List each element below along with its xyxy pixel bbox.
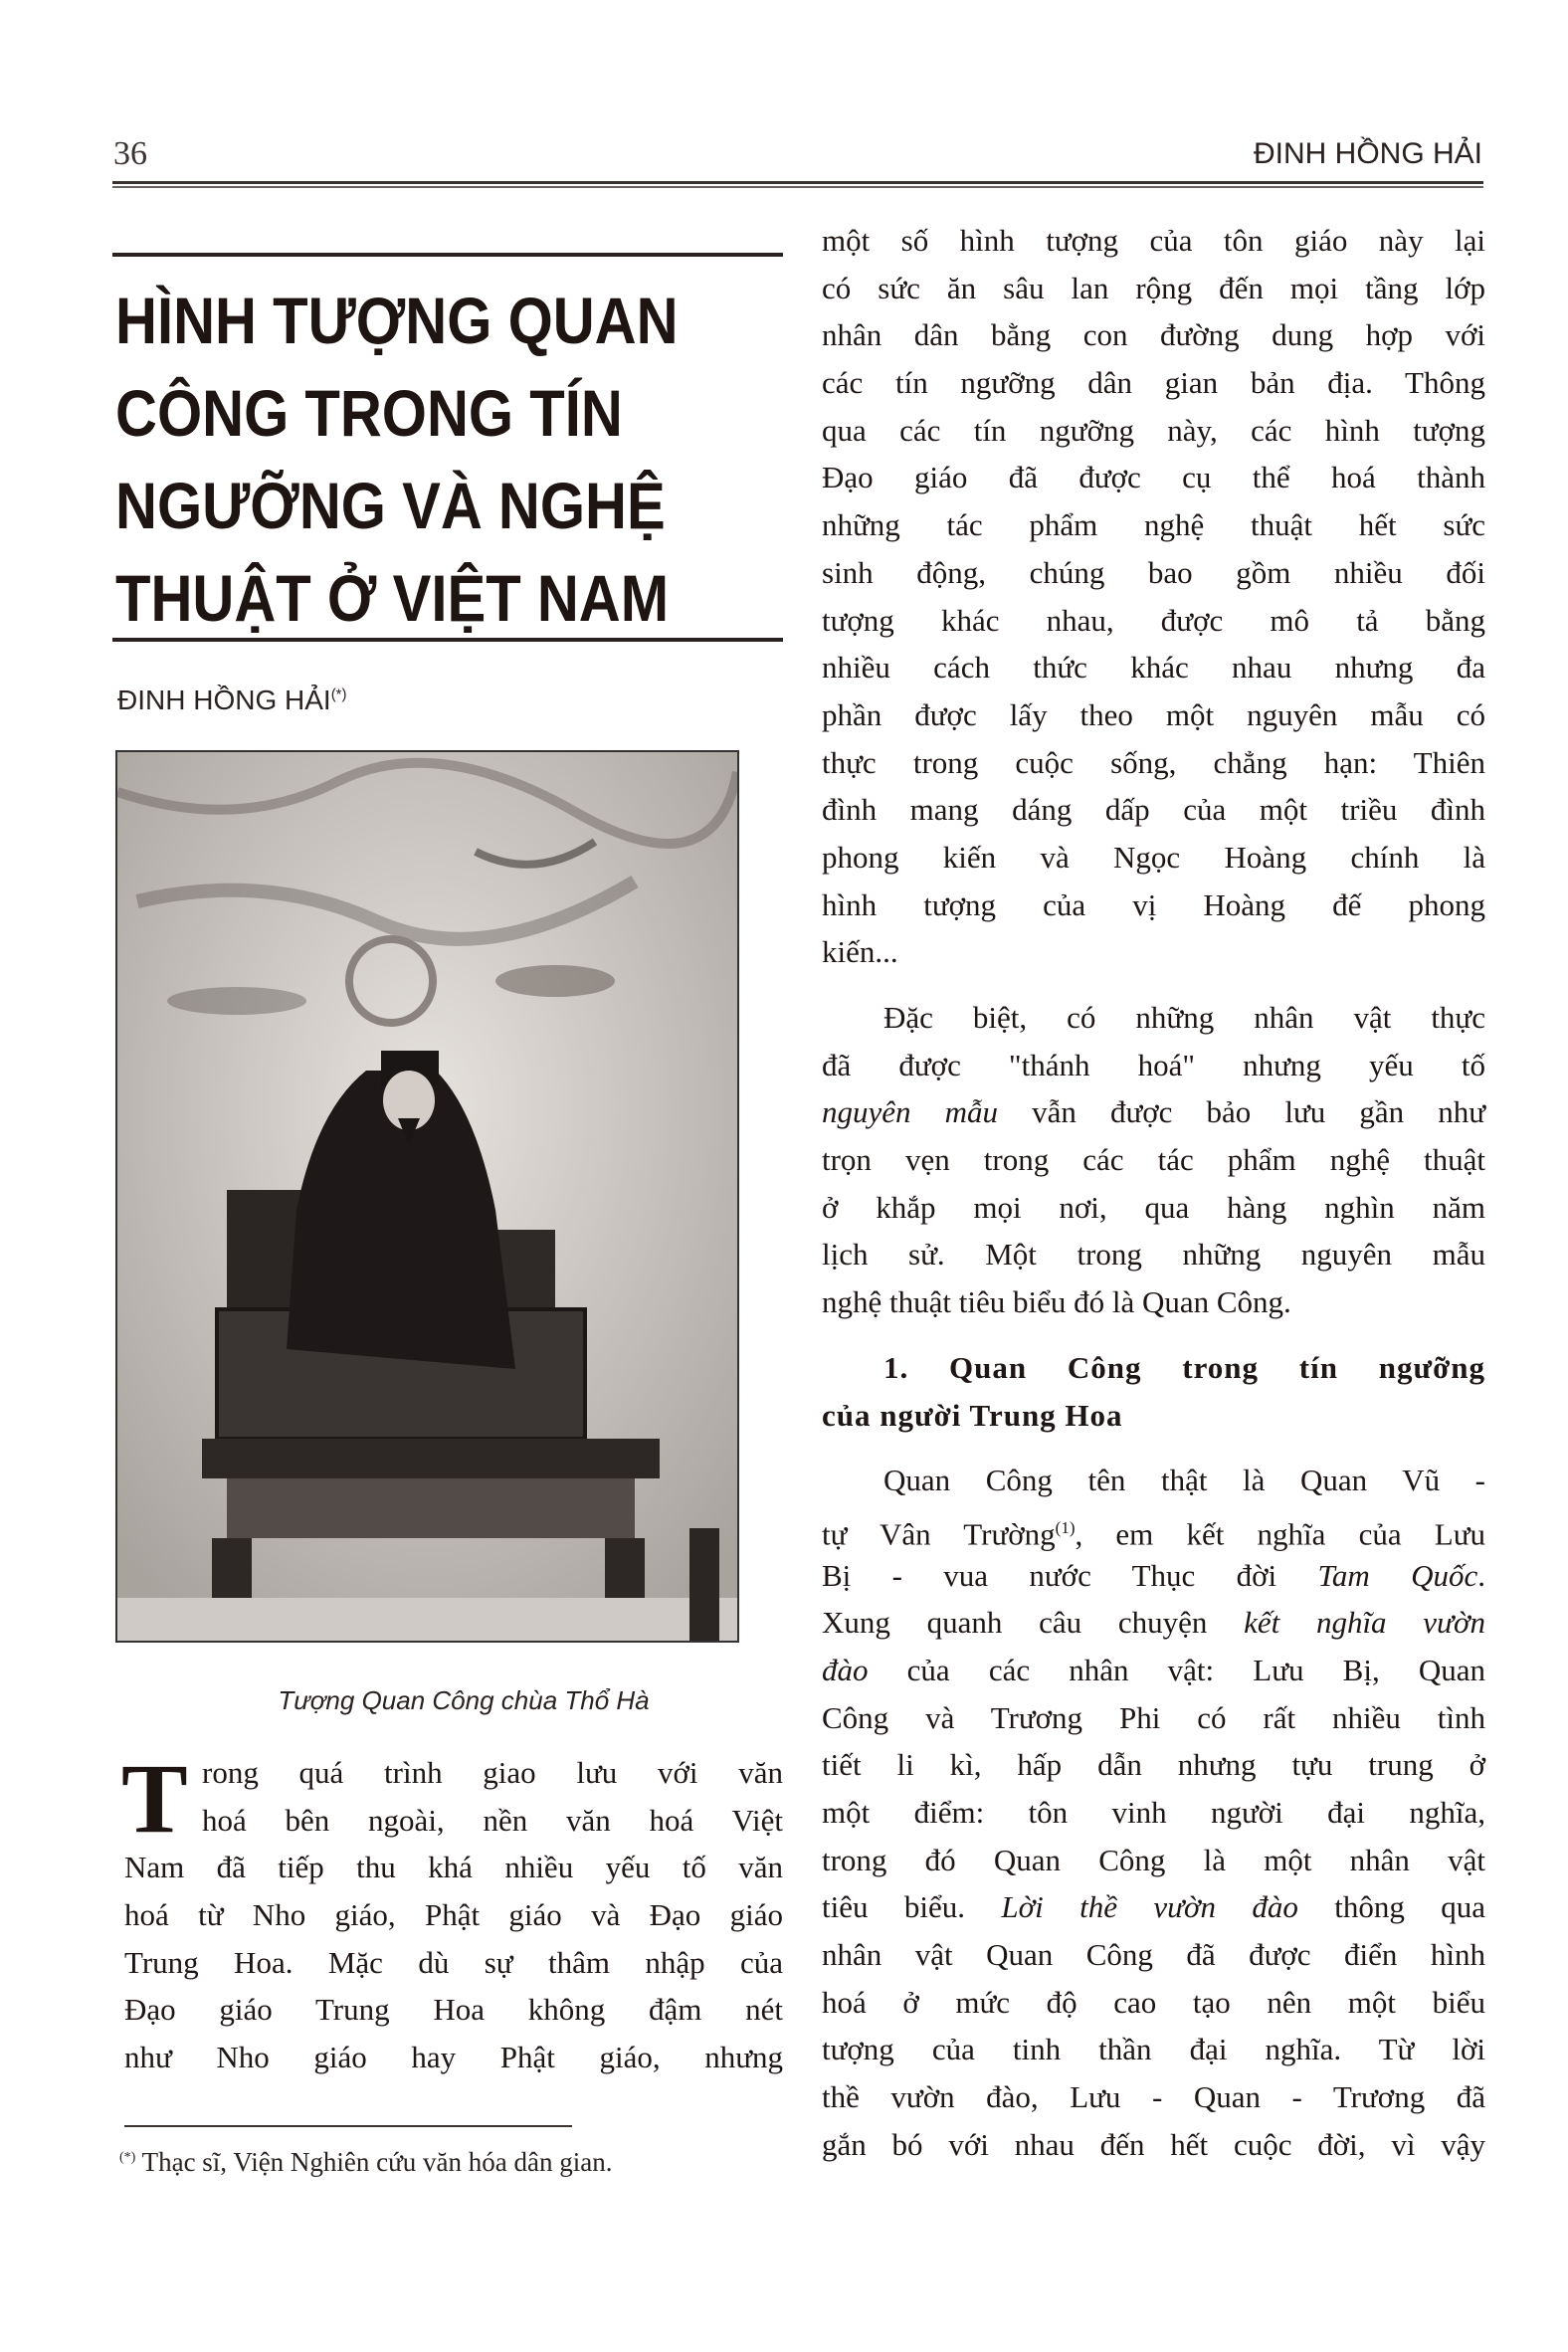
text-segment: những tác phẩm nghệ thuật hết sức [822,507,1485,543]
text-segment: trọn vẹn trong các tác phẩm nghệ thuật [822,1142,1485,1178]
text-segment: các tín ngưỡng dân gian bản địa. Thông [822,365,1485,401]
text-line [822,1789,1485,1837]
author-name: ĐINH HỒNG HẢI [117,685,331,715]
text-segment: lịch sử. Một trong những nguyên mẫu [822,1237,1485,1273]
text-line [124,1939,783,1987]
text-line [822,691,1485,739]
text-line [822,1647,1485,1694]
text-line [124,1891,783,1939]
text-line [822,1457,1485,1504]
text-segment: thực trong cuộc sống, chẳng hạn: Thiên [822,744,1485,780]
text-segment: nhân vật Quan Công đã được điển hình [822,1937,1485,1973]
text-line [822,311,1485,359]
text-segment: thề vườn đào, Lưu - Quan - Trương đã [822,2079,1485,2115]
text-line [822,2026,1485,2073]
text-line [822,2121,1485,2169]
text-line [822,2073,1485,2121]
title-line: NGƯỠNG VÀ NGHỆ [115,469,666,542]
right-column-body [822,217,1485,2169]
section-heading-line [822,1392,1485,1440]
text-line [822,1931,1485,1979]
text-line [822,994,1485,1042]
left-column-body [124,1749,783,2081]
footnote-rule [124,2125,572,2127]
text-segment: qua các tín ngưỡng này, các hình tượng [822,412,1485,448]
text-segment: tự Vân Trường [822,1516,1056,1552]
text-line [822,882,1485,929]
paragraph [822,217,1485,976]
text-line [822,549,1485,597]
text-line [822,1979,1485,2027]
text-segment: Trung Hoa. Mặc dù sự thâm nhập của [124,1944,783,1980]
reference-mark: (1) [1055,1517,1076,1537]
text-line [822,644,1485,691]
text-segment: nghệ thuật tiêu biểu đó là Quan Công. [822,1284,1291,1320]
text-segment: , em kết nghĩa của Lưu [1075,1516,1486,1552]
text-segment: kiến... [822,934,898,970]
text-segment: Công và Trương Phi có rất nhiều tình [822,1699,1485,1735]
text-line [822,928,1485,976]
text-segment: hoá từ Nho giáo, Phật giáo và Đạo giáo [124,1897,783,1933]
text-segment: hoá bên ngoài, nền văn hoá Việt [202,1802,783,1838]
title-line: HÌNH TƯỢNG QUAN [115,284,679,357]
text-segment: một số hình tượng của tôn giáo này lại [822,223,1485,258]
text-segment: nguyên mẫu [822,1094,998,1130]
text-segment: Bị - vua nước Thục đời [822,1557,1318,1593]
text-line [822,1504,1485,1552]
text-segment: Đạo giáo Trung Hoa không đậm nét [124,1992,783,2028]
text-segment: như Nho giáo hay Phật giáo, nhưng [124,2040,783,2075]
text-line [822,1552,1485,1600]
text-segment: kết nghĩa vườn [1244,1605,1485,1641]
text-line [822,739,1485,787]
text-segment: ở khắp mọi nơi, qua hàng nghìn năm [822,1189,1485,1225]
text-segment: Nam đã tiếp thu khá nhiều yếu tố văn [124,1850,783,1885]
section-heading [822,1344,1485,1439]
text-line [822,1741,1485,1789]
text-segment: một điểm: tôn vinh người đại nghĩa, [822,1795,1485,1830]
text-line [124,2034,783,2081]
article-title [115,275,728,645]
text-line [822,1231,1485,1278]
text-segment: thông qua [1297,1889,1486,1925]
text-segment: Lời thề vườn đào [1001,1889,1298,1925]
text-line [822,1278,1485,1326]
text-line [124,1986,783,2034]
text-segment: có sức ăn sâu lan rộng đến mọi tầng lớp [822,270,1485,305]
title-line: THUẬT Ở VIỆT NAM [115,561,670,635]
text-line [822,1136,1485,1184]
text-segment: hình tượng của vị Hoàng đế phong [822,886,1485,922]
statue-photo [115,750,739,1643]
paragraph-gap [822,976,1485,994]
text-segment: của các nhân vật: Lưu Bị, Quan [868,1652,1485,1687]
text-segment: nhiều cách thức khác nhau nhưng đa [822,650,1485,686]
paragraph [822,1457,1485,2168]
text-line [822,217,1485,265]
text-line [822,1883,1485,1931]
text-segment: . [1477,1557,1485,1593]
text-line [822,1042,1485,1089]
text-line [822,834,1485,882]
text-line [822,1837,1485,1884]
header-rule [112,181,1483,188]
paragraph-gap [822,1439,1485,1457]
text-segment: Đạo giáo đã được cụ thể hoá thành [822,460,1485,495]
text-segment: sinh động, chúng bao gồm nhiều đối [822,554,1485,590]
text-segment: phong kiến và Ngọc Hoàng chính là [822,839,1485,875]
running-head: ĐINH HỒNG HẢI [1253,137,1482,170]
text-segment: Tam Quốc [1317,1557,1478,1593]
author-note-mark: (*) [330,686,347,703]
text-segment: hoá ở mức độ cao tạo nên một biểu [822,1984,1485,2020]
text-line [822,786,1485,834]
text-segment: Đặc biệt, có những nhân vật thực [883,1000,1485,1035]
quan-cong-statue-image [117,752,737,1641]
section-heading-line [822,1344,1485,1392]
author-byline [117,685,347,716]
text-line [822,407,1485,455]
text-segment: trong đó Quan Công là một nhân vật [822,1842,1485,1877]
text-line [124,1797,783,1845]
paragraph [822,994,1485,1326]
text-segment: của người Trung Hoa [822,1397,1123,1433]
text-line [822,1088,1485,1136]
text-line [124,1844,783,1891]
page-number: 36 [113,135,147,172]
text-segment: Quan Công tên thật là Quan Vũ - [883,1463,1485,1498]
footnote-mark: (*) [119,2150,136,2165]
text-segment: phần được lấy theo một nguyên mẫu có [822,696,1485,732]
text-line [822,359,1485,407]
text-line [822,265,1485,312]
footnote [119,2147,612,2178]
text-segment: nhân dân bằng con đường dung hợp với [822,317,1485,353]
text-segment: vẫn được bảo lưu gần như [998,1094,1485,1130]
drop-cap: T [121,1743,188,1854]
text-segment: tượng khác nhau, được mô tả bằng [822,602,1485,638]
text-segment: đã được "thánh hoá" nhưng yếu tố [822,1047,1485,1082]
text-segment: 1. Quan Công trong tín ngưỡng [883,1349,1485,1385]
footnote-text: Thạc sĩ, Viện Nghiên cứu văn hóa dân gian. [135,2147,613,2177]
title-bottom-rule [112,638,783,642]
title-line: CÔNG TRONG TÍN [115,376,623,450]
text-segment: tượng của tinh thần đại nghĩa. Từ lời [822,2032,1485,2067]
text-segment: tiêu biểu. [822,1889,1002,1925]
photo-caption: Tượng Quan Công chùa Thổ Hà [278,1685,650,1715]
title-top-rule [112,253,783,257]
text-line [822,454,1485,501]
text-segment: rong quá trình giao lưu với văn [202,1755,783,1790]
text-segment: đình mang dáng dấp của một triều đình [822,792,1485,828]
text-line [822,1184,1485,1232]
text-line [822,1599,1485,1647]
text-line [822,597,1485,645]
text-segment: tiết li kì, hấp dẫn nhưng tựu trung ở [822,1747,1485,1783]
paragraph-gap [822,1326,1485,1344]
text-segment: gắn bó với nhau đến hết cuộc đời, vì vậy [822,2126,1485,2162]
text-line [822,501,1485,549]
text-line [124,1749,783,1797]
text-segment: đào [822,1652,869,1687]
text-line [822,1694,1485,1742]
text-segment: Xung quanh câu chuyện [822,1605,1245,1641]
